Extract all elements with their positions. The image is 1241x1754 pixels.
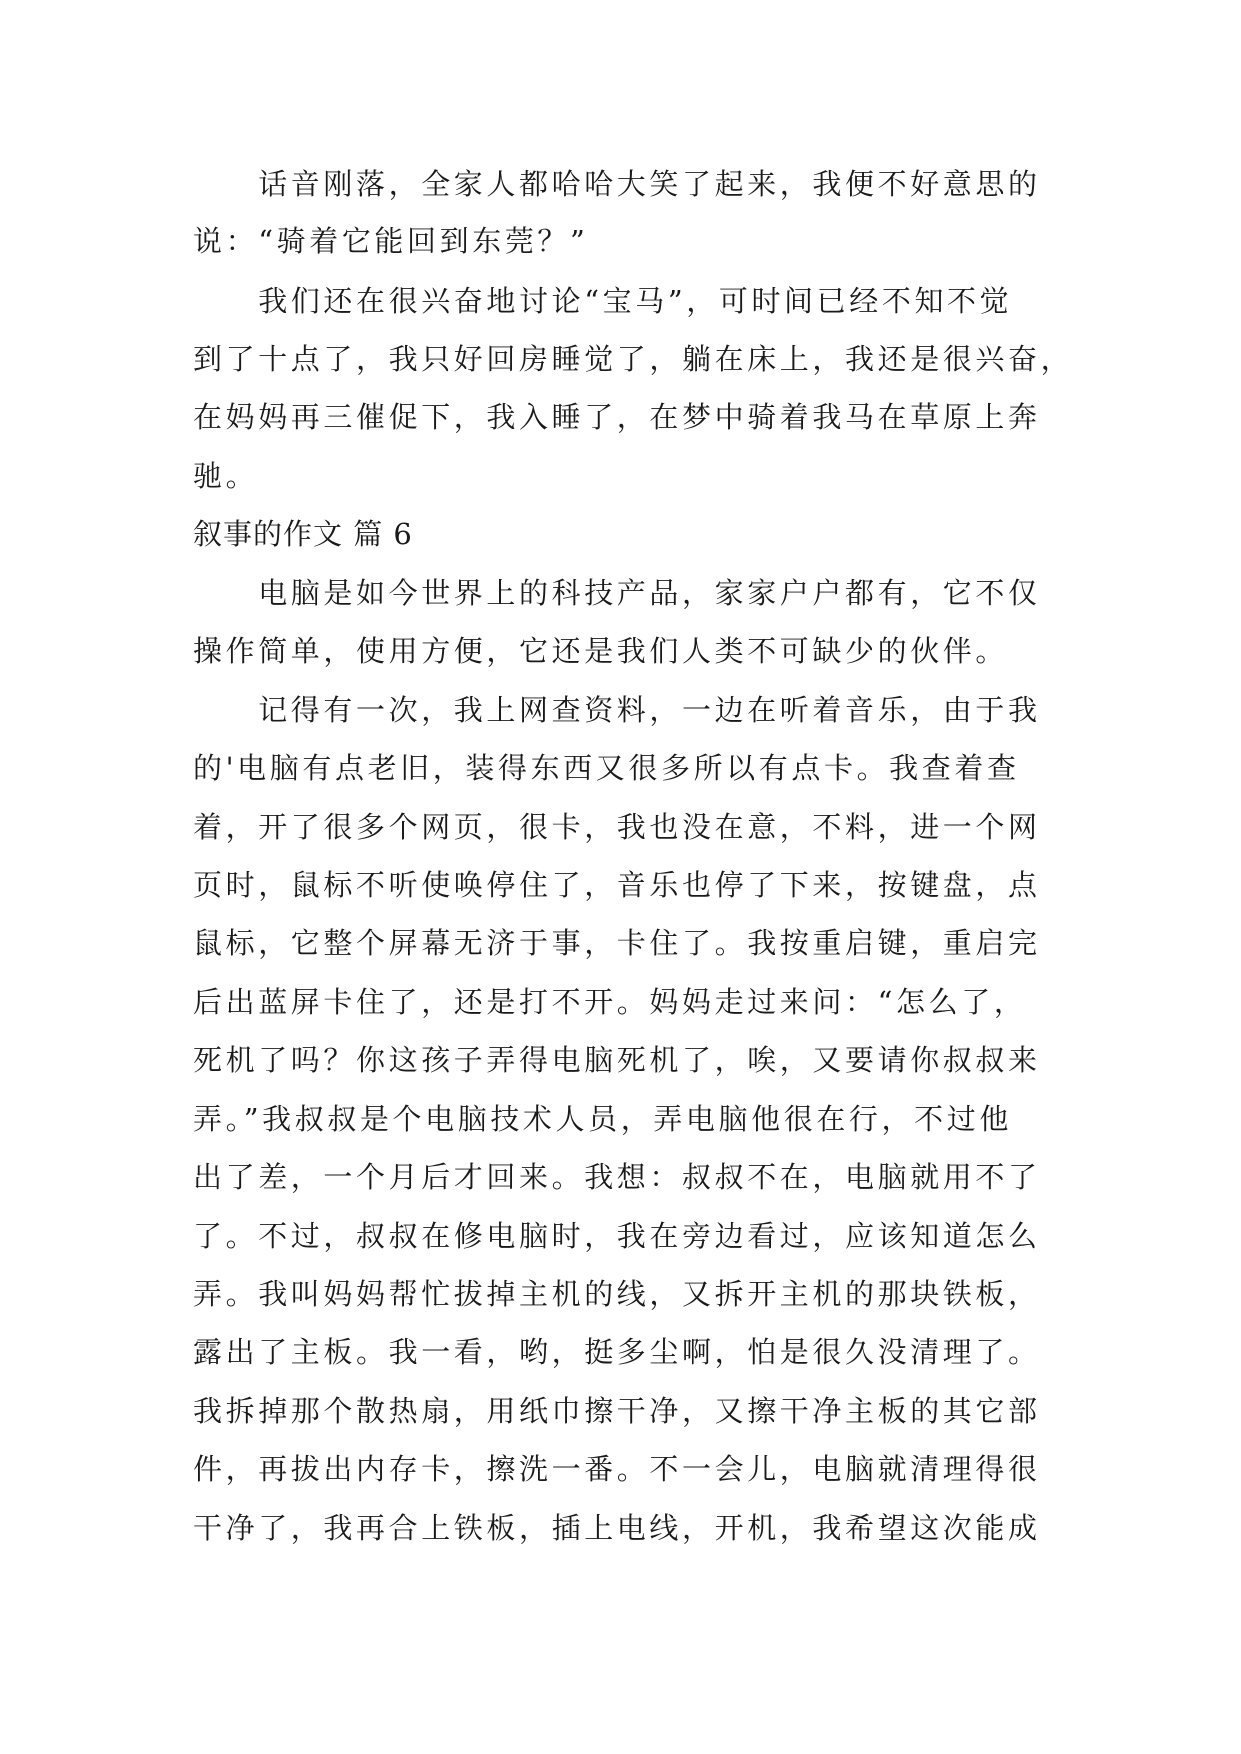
paragraph-line: 后出蓝屏卡住了，还是打不开。妈妈走过来问：“怎么了， — [193, 985, 1027, 1019]
paragraph-line: 话音刚落，全家人都哈哈大笑了起来，我便不好意思的 — [193, 167, 1041, 201]
paragraph-line: 了。不过，叔叔在修电脑时，我在旁边看过，应该知道怎么 — [193, 1219, 1041, 1253]
paragraph-line: 干净了，我再合上铁板，插上电线，开机，我希望这次能成 — [193, 1511, 1041, 1545]
paragraph-line: 出了差，一个月后才回来。我想：叔叔不在，电脑就用不了 — [193, 1160, 1041, 1194]
section-heading: 叙事的作文 篇 6 — [193, 517, 413, 551]
paragraph-line: 露出了主板。我一看，哟，挺多尘啊，怕是很久没清理了。 — [193, 1335, 1041, 1369]
paragraph-line: 我拆掉那个散热扇，用纸巾擦干净，又擦干净主板的其它部 — [193, 1394, 1041, 1428]
paragraph-line: 页时，鼠标不听使唤停住了，音乐也停了下来，按键盘，点 — [193, 868, 1041, 902]
paragraph-line: 死机了吗？你这孩子弄得电脑死机了，唉，又要请你叔叔来 — [193, 1043, 1041, 1077]
paragraph-line: 的'电脑有点老旧，装得东西又很多所以有点卡。我查着查 — [193, 751, 1020, 785]
paragraph-line: 件，再拔出内存卡，擦洗一番。不一会儿，电脑就清理得很 — [193, 1452, 1041, 1486]
paragraph-line: 弄。”我叔叔是个电脑技术人员，弄电脑他很在行，不过他 — [193, 1102, 1012, 1136]
paragraph-line: 记得有一次，我上网查资料，一边在听着音乐，由于我 — [193, 693, 1041, 727]
paragraph-line: 我们还在很兴奋地讨论“宝马”，可时间已经不知不觉 — [193, 284, 1013, 318]
paragraph-line: 到了十点了，我只好回房睡觉了，躺在床上，我还是很兴奋， — [193, 342, 1074, 376]
paragraph-line: 操作简单，使用方便，它还是我们人类不可缺少的伙伴。 — [193, 634, 1009, 668]
paragraph-line: 在妈妈再三催促下，我入睡了，在梦中骑着我马在草原上奔 — [193, 400, 1041, 434]
paragraph-line: 说：“骑着它能回到东莞？” — [193, 224, 589, 258]
paragraph-line: 着，开了很多个网页，很卡，我也没在意，不料，进一个网 — [193, 810, 1041, 844]
paragraph-line: 弄。我叫妈妈帮忙拔掉主机的线，又拆开主机的那块铁板， — [193, 1277, 1041, 1311]
paragraph-line: 电脑是如今世界上的科技产品，家家户户都有，它不仅 — [193, 576, 1041, 610]
paragraph-line: 鼠标，它整个屏幕无济于事，卡住了。我按重启键，重启完 — [193, 926, 1041, 960]
paragraph-line: 驰。 — [193, 459, 259, 493]
